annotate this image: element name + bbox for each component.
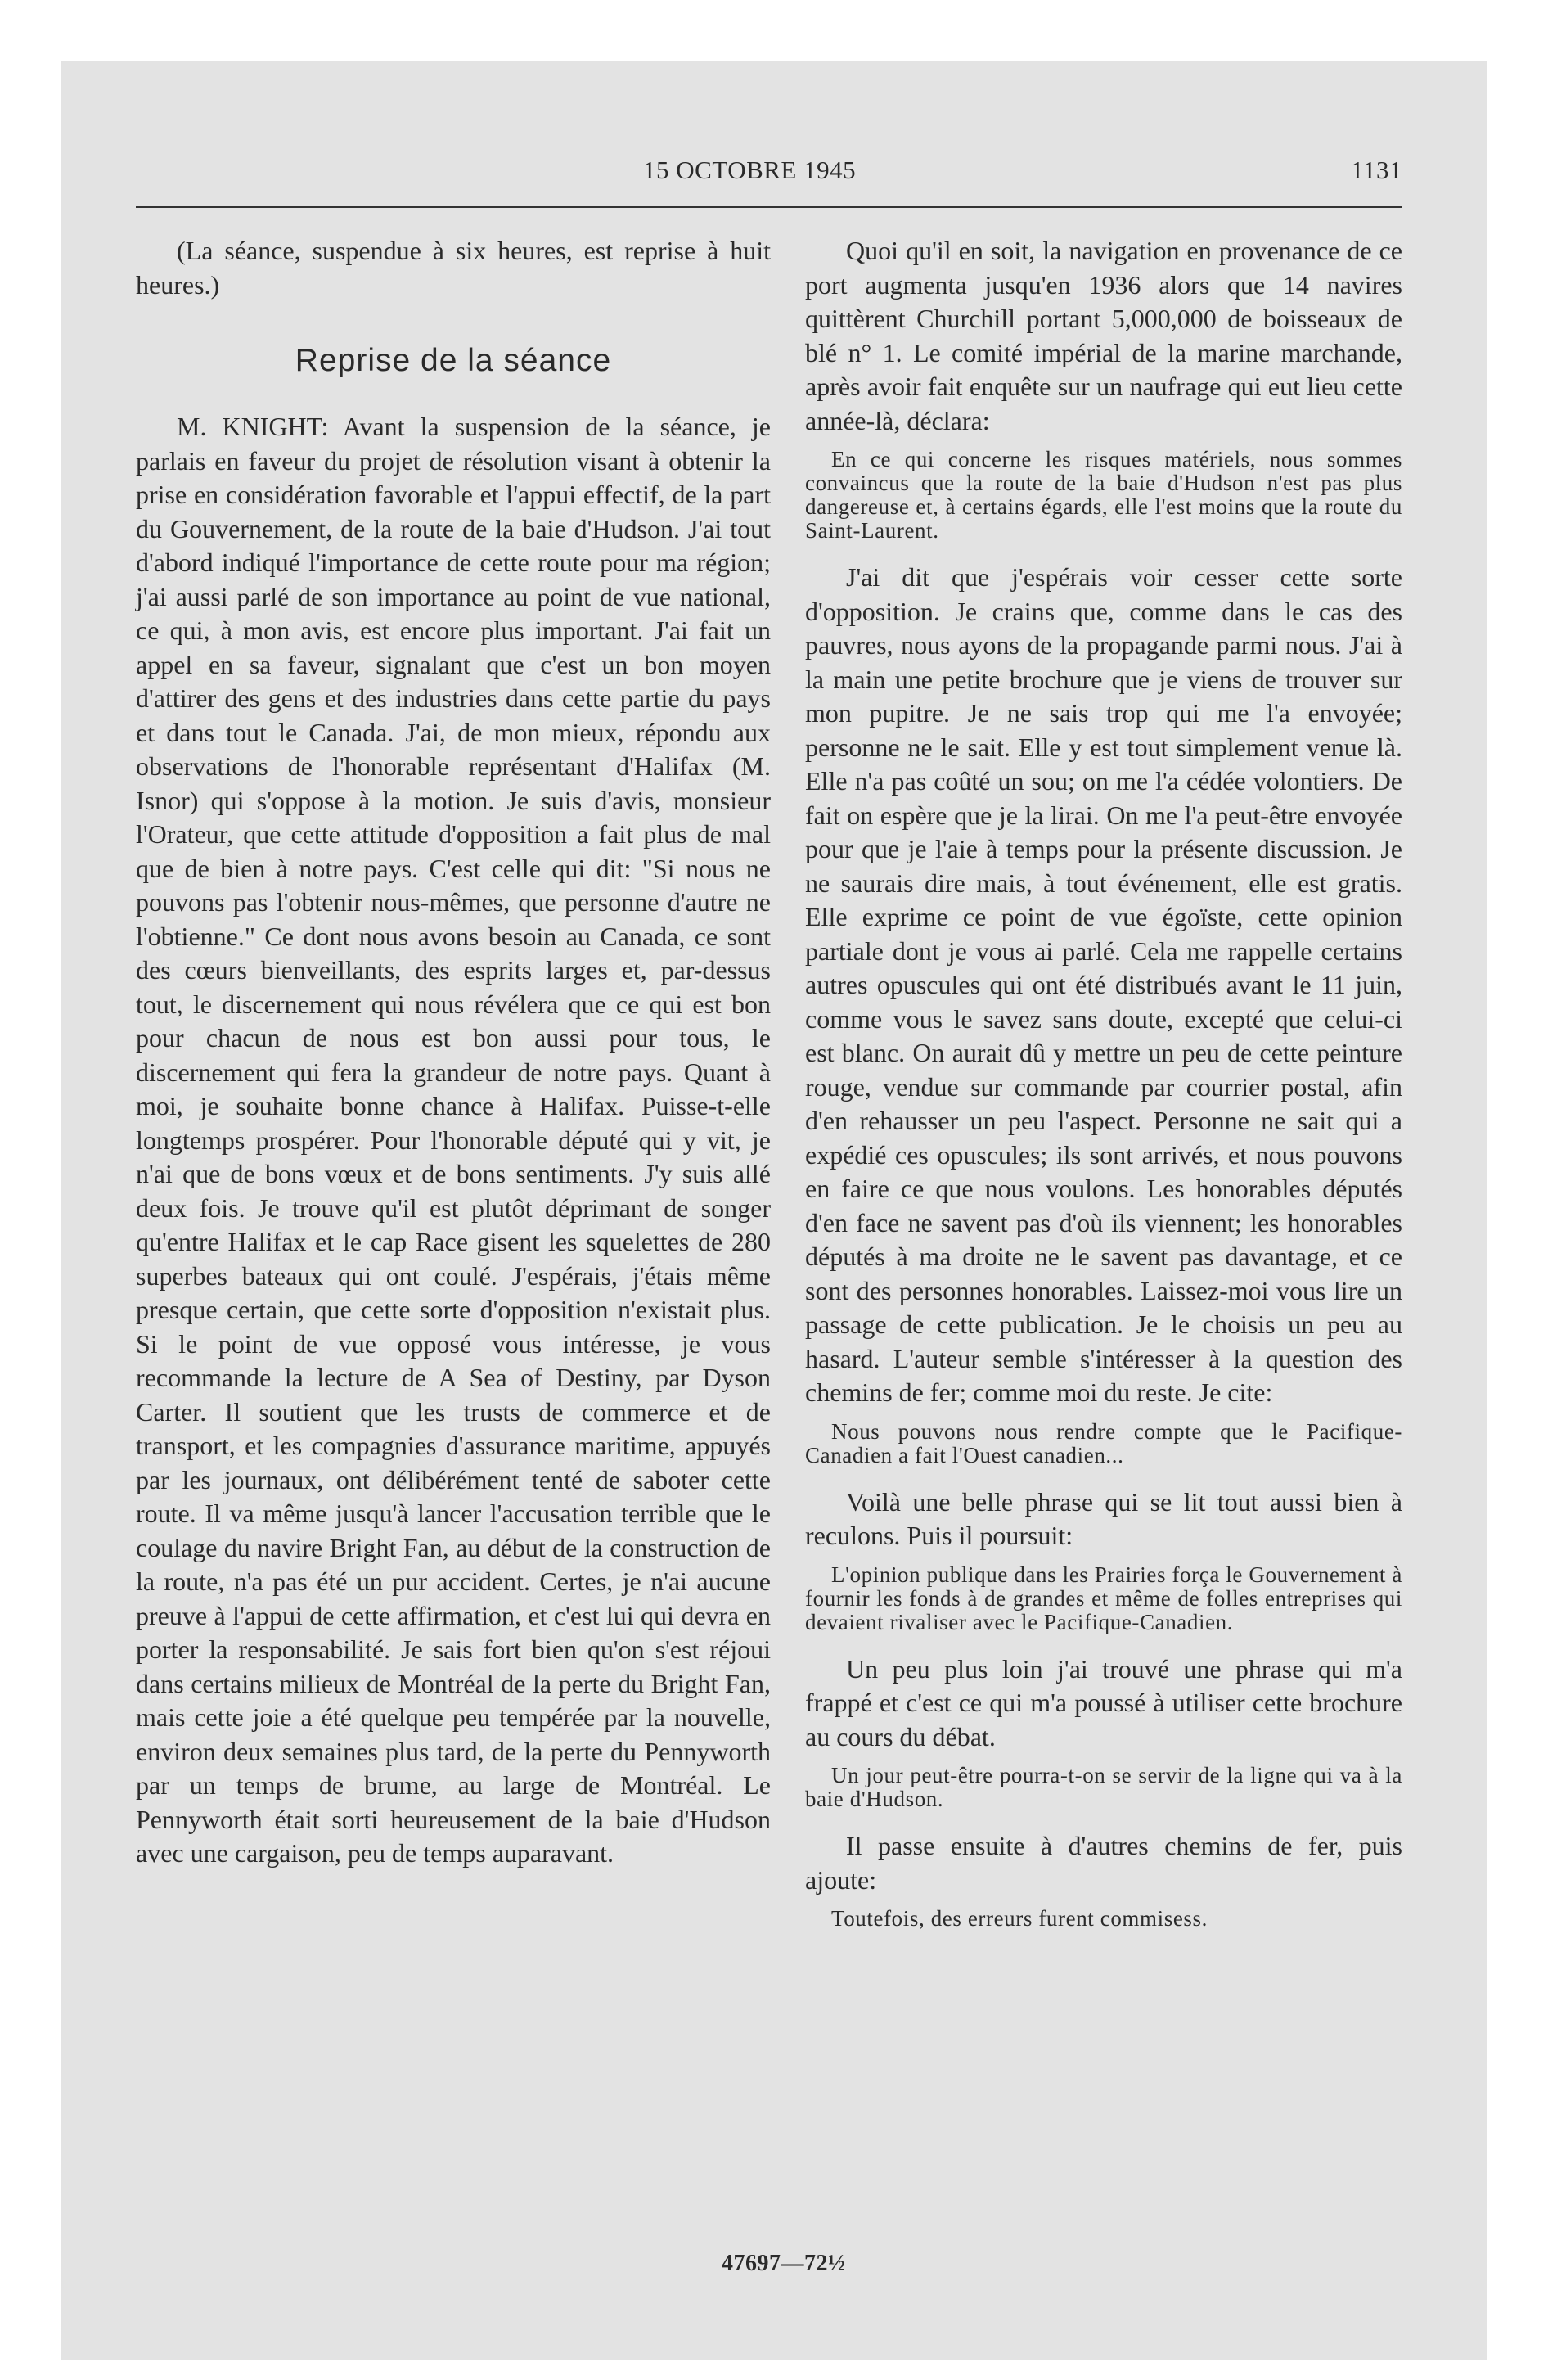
header-date: 15 OCTOBRE 1945 [643, 156, 857, 184]
session-resumed-note: (La séance, suspendue à six heures, est reprise à huit heures.) [136, 236, 771, 300]
body-paragraph: Voilà une belle phrase qui se lit tout aussi bien à reculons. Puis il poursuit: [805, 1486, 1402, 1550]
body-paragraph: Il passe ensuite à d'autres chemins de fer, puis ajoute: [805, 1831, 1402, 1895]
left-column [136, 234, 771, 1871]
body-paragraph: Un peu plus loin j'ai trouvé une phrase qui m'a frappé et c'est ce qui m'a poussé à utiliser cette brochure au cours du débat. [805, 1653, 1402, 1751]
hansard-page [136, 156, 1402, 2275]
block-quote: Nous pouvons nous rendre compte que le Pacifique-Canadien a fait l'Ouest canadien... [805, 1418, 1402, 1467]
block-quote: Un jour peut-être pourra-t-on se servir de la ligne qui va à la baie d'Hudson. [805, 1763, 1402, 1811]
body-paragraph: J'ai dit que j'espérais voir cesser cette sorte d'opposition. Je crains que, comme dans le cas des pauvres, nous ayons de la propagande parmi nous. J'ai à la main une petite brochure que je viens de trouver sur mon pupitre. Je ne sais trop qui me l'a envoyée; personne ne le sait. Elle y est tout simplement venue là. Elle n'a pas coûté un sou; on me l'a cédée volontiers. De fait on espère que je la lirai. On me l'a peut-être envoyée pour que je l'aie à temps pour la présente discussion. Je ne saurais dire mais, à tout événement, elle est gratis. Elle exprime ce point de vue égoïste, cette opinion partiale dont je vous ai parlé. Cela me rappelle certains autres opuscules qui ont été distribués avant le 11 juin, comme vous le savez sans doute, excepté que celui-ci est blanc. On aurait dû y mettre un peu de cette peinture rouge, vendue sur commande par courrier postal, afin d'en rehausser un peu l'aspect. Personne ne sait qui a expédié ces opuscules; ils sont arrivés, et nous pouvons en faire ce que nous voulons. Les honorables députés d'en face ne savent pas d'où ils viennent; les honorables députés à ma droite ne le savent pas davantage, et ce sont des personnes honorables. Laissez-moi vous lire un passage de cette publication. Je le choisis un peu au hasard. L'auteur semble s'intéresser à la question des chemins de fer; comme moi du reste. Je cite: [805, 562, 1402, 1407]
page-number: 1131 [1351, 156, 1402, 184]
block-quote: Toutefois, des erreurs furent commisess. [831, 1906, 1208, 1931]
section-heading: Reprise de la séance [295, 343, 612, 378]
block-quote: L'opinion publique dans les Prairies força le Gouvernement à fournir les fonds à de grandes et même de folles entreprises qui devaient rivaliser avec le Pacifique-Canadien. [805, 1562, 1402, 1634]
knight-speech-paragraph: M. KNIGHT: Avant la suspension de la séance, je parlais en faveur du projet de résolution visant à obtenir la prise en considération favorable et l'appui effectif, de la part du Gouvernement, de la route de la baie d'Hudson. J'ai tout d'abord indiqué l'importance de cette route pour ma région; j'ai aussi parlé de son importance au point de vue national, ce qui, à mon avis, est encore plus important. J'ai fait un appel en sa faveur, signalant que c'est un bon moyen d'attirer des gens et des industries dans cette partie du pays et dans tout le Canada. J'ai, de mon mieux, répondu aux observations de l'honorable représentant d'Halifax (M. Isnor) qui s'oppose à la motion. Je suis d'avis, monsieur l'Orateur, que cette attitude d'opposition a fait plus de mal que de bien à notre pays. C'est celle qui dit: "Si nous ne pouvons pas l'obtenir nous-mêmes, que personne d'autre ne l'obtienne." Ce dont nous avons besoin au Canada, ce sont des cœurs bienveillants, des esprits larges et, par-dessus tout, le discernement qui nous révélera que ce qui est bon pour chacun de nous est bon aussi pour tous, le discernement qui fera la grandeur de notre pays. Quant à moi, je souhaite bonne chance à Halifax. Puisse-t-elle longtemps prospérer. Pour l'honorable député qui y vit, je n'ai que de bons vœux et de bons sentiments. J'y suis allé deux fois. Je trouve qu'il est plutôt déprimant de songer qu'entre Halifax et le cap Race gisent les squelettes de 280 superbes bateaux qui ont coulé. J'espérais, j'étais même presque certain, que cette sorte d'opposition n'existait plus. Si le point de vue opposé vous intéresse, je vous recommande la lecture de A Sea of Destiny, par Dyson Carter. Il soutient que les trusts de commerce et de transport, et les compagnies d'assurance maritime, appuyés par les journaux, ont délibérément tenté de saboter cette route. Il va même jusqu'à lancer l'accusation terrible que le coulage du navire Bright Fan, au début de la construction de la route, n'a pas été un pur accident. Certes, je n'ai aucune preuve à l'appui de cette affirmation, et c'est lui qui devra en porter la responsabilité. Je sais fort bien qu'on s'est réjoui dans certains milieux de Montréal de la perte du Bright Fan, mais cette joie a été quelque peu tempérée par la nouvelle, environ deux semaines plus tard, de la perte du Pennyworth par un temps de brume, au large de Montréal. Le Pennyworth était sorti heureusement de la baie d'Hudson avec une cargaison, peu de temps auparavant. [136, 412, 771, 1868]
right-column [805, 234, 1402, 1949]
page-header [136, 156, 1402, 208]
print-signature-code: 47697—72½ [722, 2251, 846, 2276]
block-quote: En ce qui concerne les risques matériels, nous sommes convaincus que la route de la baie d'Hudson n'est pas plus dangereuse et, à certains égards, elle l'est moins que la route du Saint-Laurent. [805, 447, 1402, 543]
body-paragraph: Quoi qu'il en soit, la navigation en provenance de ce port augmenta jusqu'en 1936 alors que 14 navires quittèrent Churchill portant 5,000,000 de boisseaux de blé n° 1. Le comité impérial de la marine marchande, après avoir fait enquête sur un naufrage qui eut lieu cette année-là, déclara: [805, 236, 1402, 435]
